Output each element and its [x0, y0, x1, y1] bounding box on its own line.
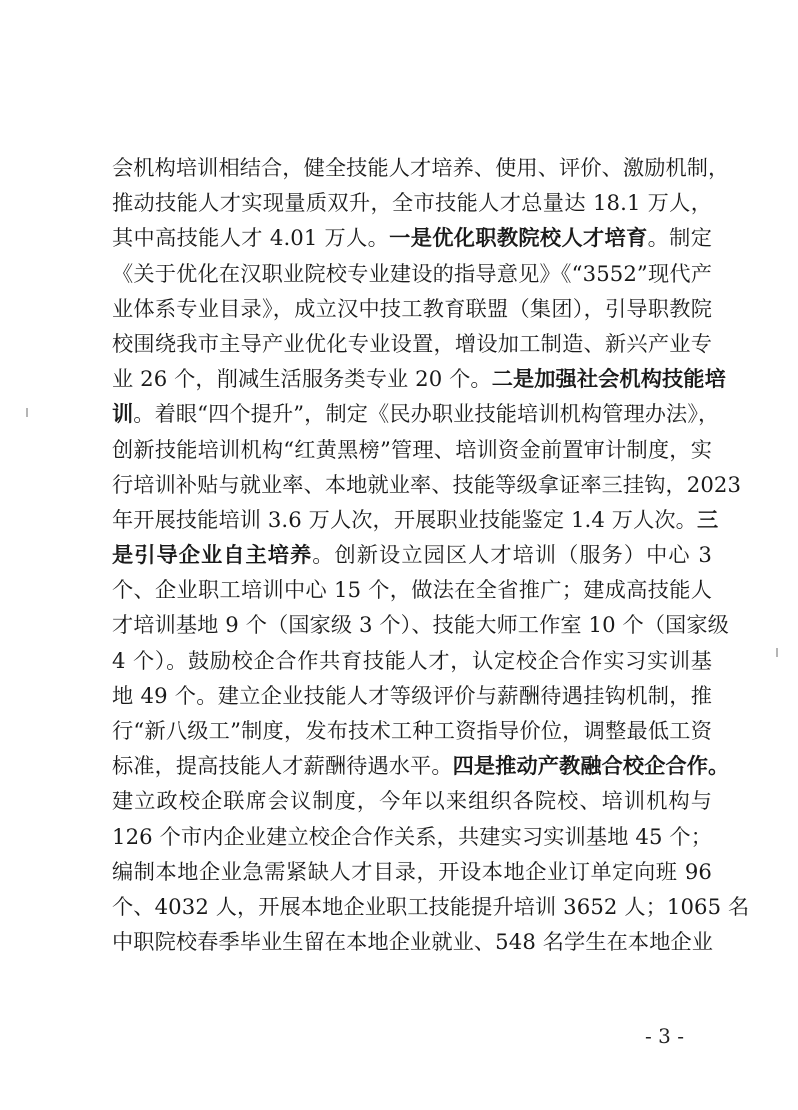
bold-heading-text: 三 [696, 506, 719, 532]
text-segment: 个、4032 人，开展本地企业职工技能提升培训 3652 人；1065 名 [112, 893, 750, 919]
text-segment: 地 49 个。建立企业技能人才等级评价与薪酬待遇挂钩机制，推 [112, 682, 712, 708]
text-line [112, 678, 712, 713]
text-segment: 会机构培训相结合，健全技能人才培养、使用、评价、激励机制， [112, 155, 730, 180]
text-line [112, 502, 719, 537]
text-line [112, 783, 712, 818]
text-line [112, 256, 712, 291]
text-segment: 建立政校企联席会议制度，今年以来组织各院校、培训机构与 [112, 788, 712, 814]
text-line [112, 607, 729, 642]
text-segment: 个、企业职工培训中心 15 个，做法在全省推广；建成高技能人 [112, 577, 712, 603]
text-segment: 中职院校春季毕业生留在本地企业就业、548 名学生在本地企业 [112, 929, 714, 955]
text-segment: 业 26 个，削减生活服务类专业 20 个。 [112, 366, 492, 392]
page-number: - 3 - [645, 1024, 684, 1048]
text-line [112, 889, 750, 924]
text-segment: 编制本地企业急需紧缺人才目录，开设本地企业订单定向班 96 [112, 858, 712, 884]
text-segment: 行培训补贴与就业率、本地就业率、技能等级拿证率三挂钩，2023 [112, 471, 742, 497]
text-segment: 业体系专业目录》，成立汉中技工教育联盟（集团），引导职教院 [112, 295, 712, 321]
body-text [112, 150, 750, 959]
text-line [112, 291, 712, 326]
text-segment: 标准，提高技能人才薪酬待遇水平。 [112, 753, 453, 779]
text-segment: 行“新八级工”制度，发布技术工种工资指导价位，调整最低工资 [112, 718, 712, 743]
bold-heading-text: 二是加强社会机构技能培 [491, 366, 726, 392]
text-segment: 。创新设立园区人才培训（服务）中心 3 [312, 542, 712, 568]
text-line [112, 361, 726, 396]
text-line [112, 748, 730, 783]
text-line [112, 432, 712, 467]
text-segment: 校围绕我市主导产业优化专业设置，增设加工制造、新兴产业专 [112, 330, 712, 356]
text-segment: 《关于优化在汉职业院校专业建设的指导意见》《“3552”现代产 [112, 260, 712, 286]
text-line [112, 924, 712, 959]
text-line [112, 643, 712, 678]
text-segment: 推动技能人才实现量质双升，全市技能人才总量达 18.1 万人， [112, 190, 712, 216]
text-segment: 创新技能培训机构“红黄黑榜”管理、培训资金前置审计制度，实 [112, 436, 712, 462]
text-line [112, 467, 742, 502]
text-line [112, 537, 712, 572]
bold-heading-text: 一是优化职教院校人才培育 [389, 225, 648, 251]
text-line [112, 713, 712, 748]
text-line [112, 819, 712, 854]
text-line [112, 220, 712, 255]
text-segment: 年开展技能培训 3.6 万人次，开展职业技能鉴定 1.4 万人次。 [112, 506, 697, 532]
text-line [112, 326, 712, 361]
text-segment: 其中高技能人才 4.01 万人。 [112, 225, 390, 251]
bold-heading-text: 是引导企业自主培养 [112, 542, 313, 568]
text-line [112, 150, 730, 185]
text-segment: 才培训基地 9 个（国家级 3 个）、技能大师工作室 10 个（国家级 [112, 612, 729, 638]
bold-heading-text: 四是推动产教融合校企合作。 [452, 753, 730, 779]
text-line [112, 854, 712, 889]
text-segment: 。制定 [647, 225, 713, 251]
text-segment: 4 个）。鼓励校企合作共育技能人才，认定校企合作实习实训基 [112, 647, 712, 673]
bold-heading-text: 训 [112, 401, 134, 427]
text-segment: 。着眼“四个提升”，制定《民办职业技能培训机构管理办法》， [133, 401, 720, 427]
text-line [112, 396, 720, 431]
text-line [112, 572, 712, 607]
text-segment: 126 个市内企业建立校企合作关系，共建实习实训基地 45 个； [112, 823, 712, 849]
scan-mark [776, 648, 778, 657]
scan-mark [26, 408, 28, 417]
text-line [112, 185, 712, 220]
